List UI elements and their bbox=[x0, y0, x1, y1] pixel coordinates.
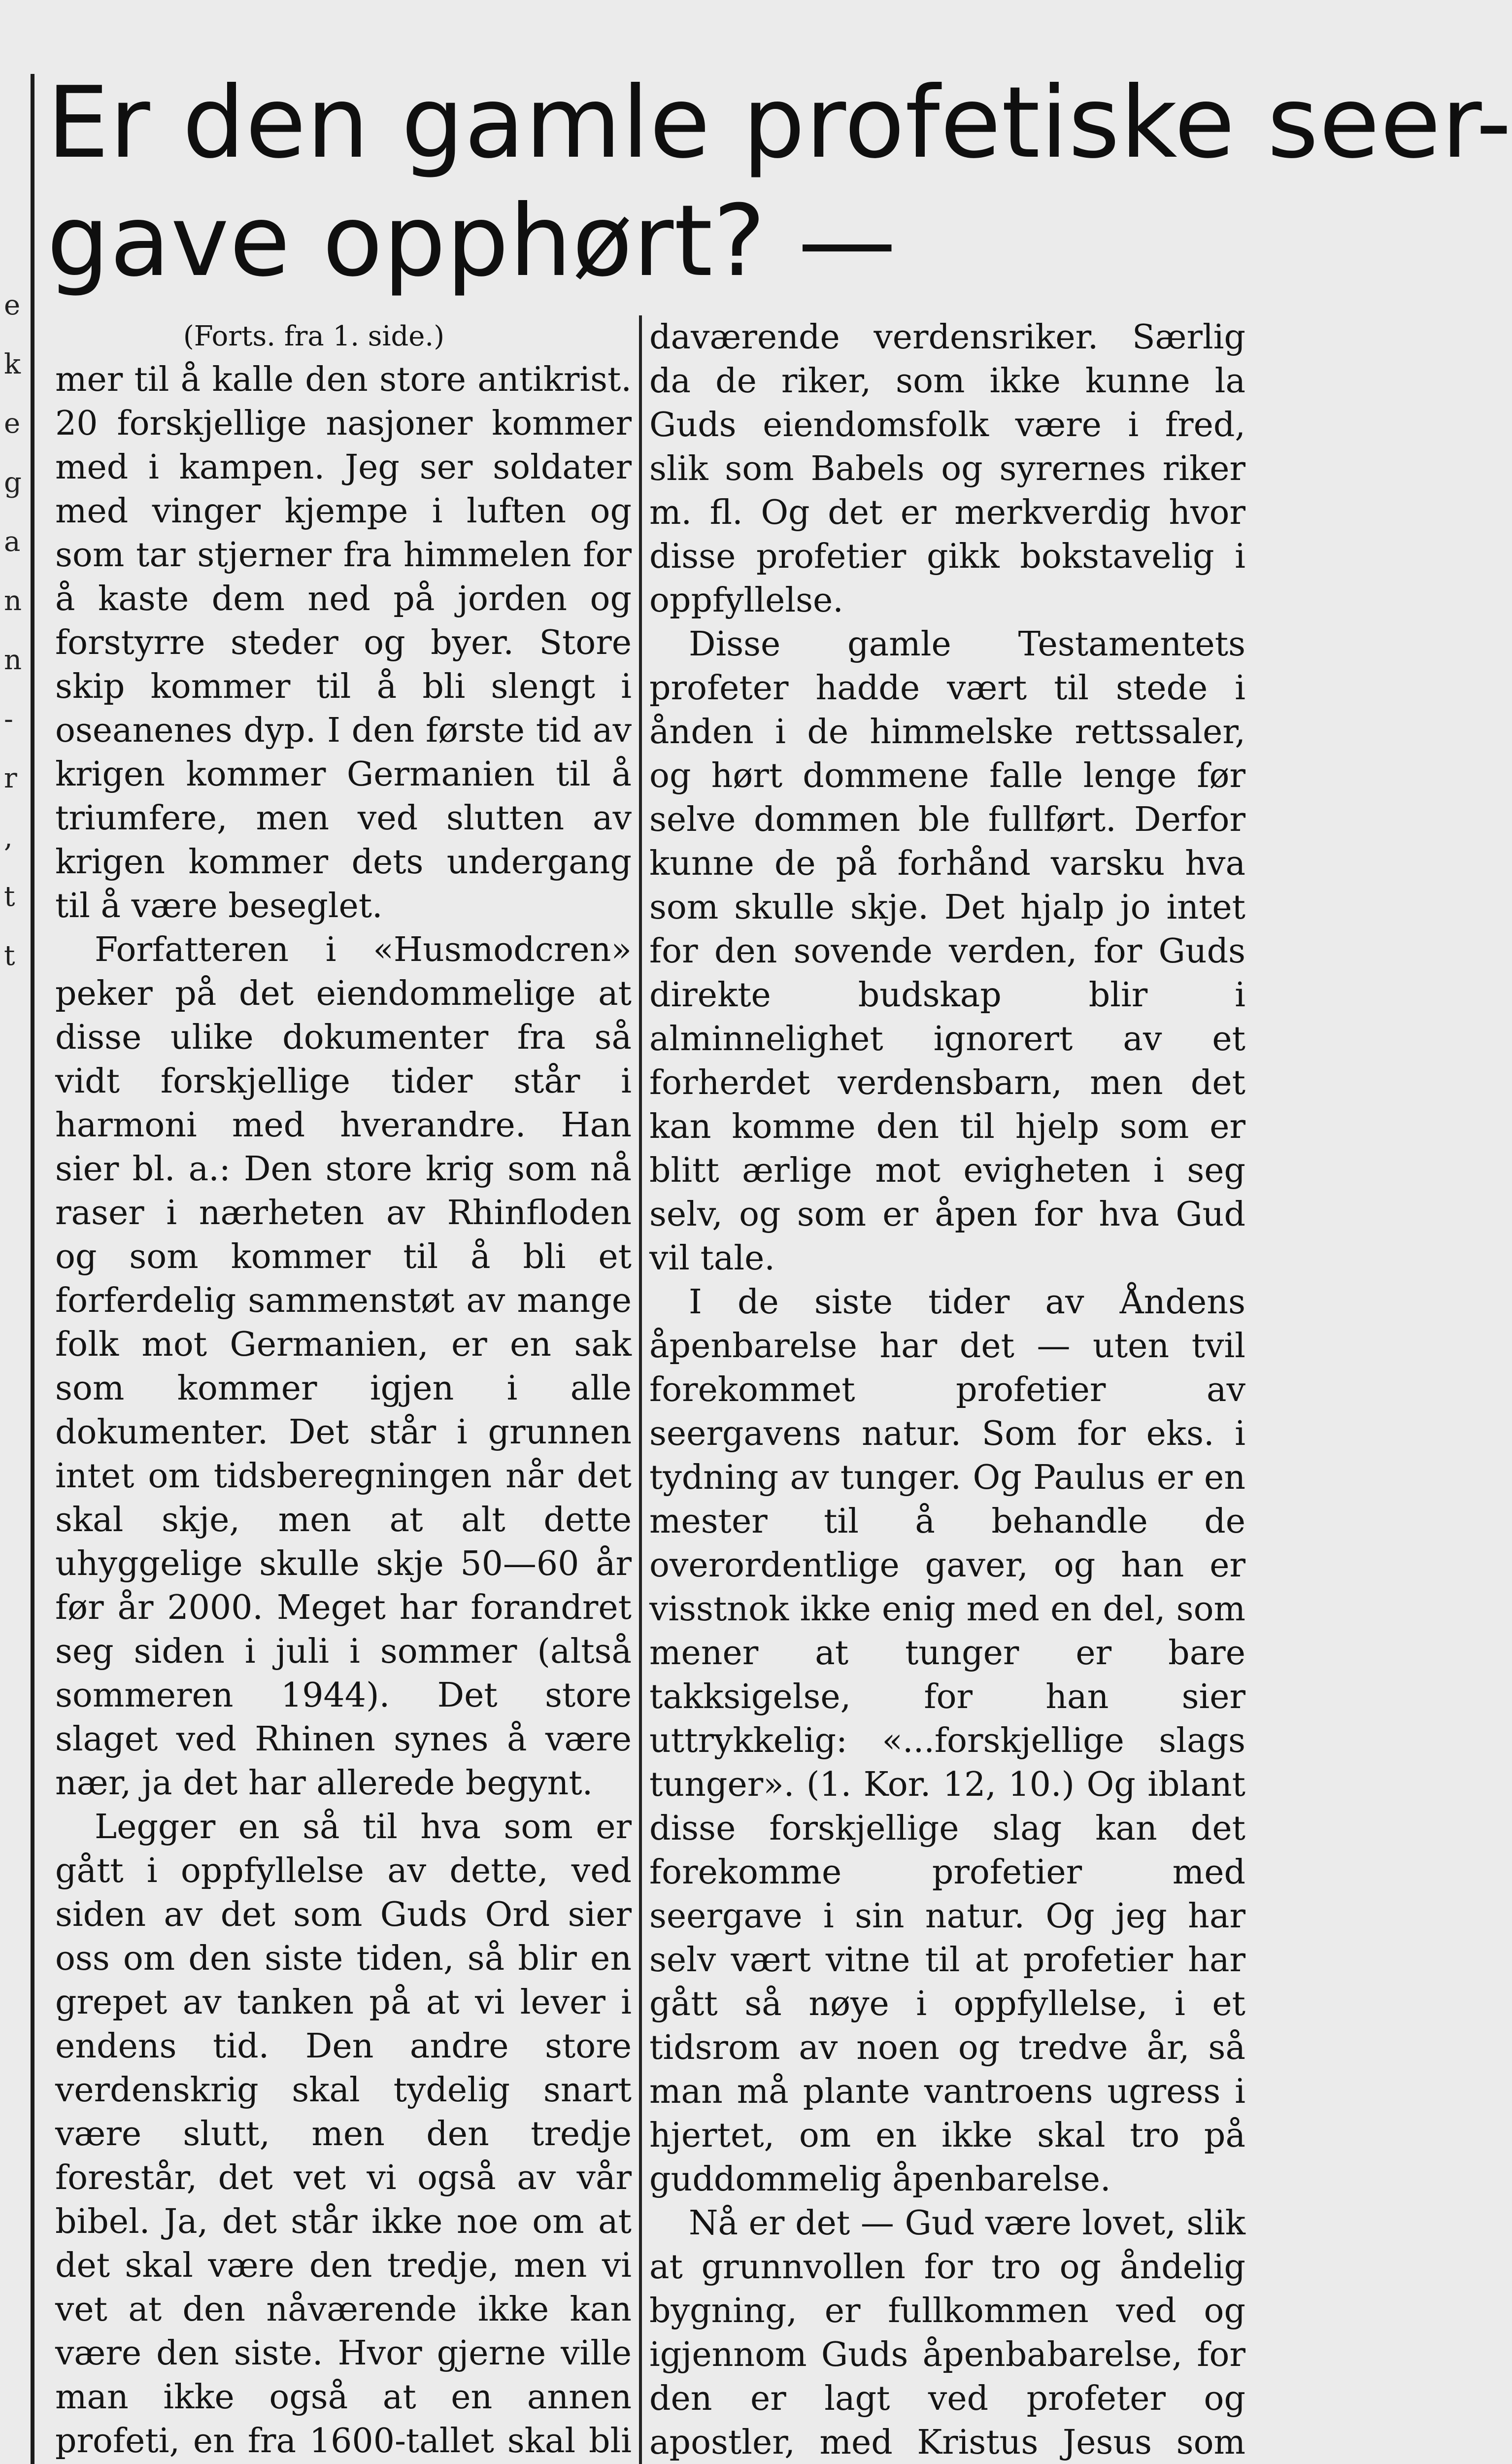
edge-letter: a bbox=[4, 526, 21, 558]
edge-letter: n bbox=[4, 644, 22, 676]
paragraph: mer til å kalle den store antikrist. 20 forskjellige nasjoner kommer med i kampen. Jeg ser soldater med vinger kjempe i luften og som tar stjerner fra himmelen for å kaste dem ned på jorden og forstyrre steder og byer. Store skip kommer til å bli slengt i oseanenes dyp. I den første tid av krigen kommer Germanien til å triumfere, men ved slutten av krigen kommer dets undergang til å være beseglet. bbox=[55, 360, 632, 925]
edge-letter: k bbox=[4, 348, 21, 380]
paragraph: Forfatteren i «Husmodcren» peker på det eiendommelige at disse ulike dokumenter fra så vidt forskjellige tider står i harmoni med hverandre. Han sier bl. a.: Den store krig som nå raser i nærheten av Rhinfloden og som kommer til å bli et forferdelig sammenstøt av mange folk mot Germanien, er en sak som kommer igjen i alle dokumenter. Det står i grunnen intet om tidsberegningen når det skal skje, men at alt dette uhyggelige skulle skje 50—60 år før år 2000. Meget har forandret seg siden i juli i sommer (altså sommeren 1944). Det store slaget ved Rhinen synes å være nær, ja det har allerede begynt. bbox=[55, 930, 632, 1803]
edge-letter: n bbox=[4, 585, 22, 617]
edge-letter: g bbox=[4, 467, 22, 499]
adjacent-column-fragment bbox=[0, 276, 30, 2464]
left-column-rule bbox=[31, 74, 34, 2464]
edge-letter: t bbox=[4, 940, 15, 972]
edge-letter: r bbox=[4, 762, 17, 794]
paragraph: I de siste tider av Åndens åpenbarelse har det — uten tvil forekommet profetier av seergavens natur. Som for eks. i tydning av tunger. Og Paulus er en mester til å behandle de overordentlige gaver, og han er visstnok ikke enig med en del, som mener at tunger er bare takksigelse, for han sier uttrykkelig: «...forskjellige slags tunger». (1. Kor. 12, 10.) Og iblant disse forskjellige slag kan det forekomme profetier med seergave i sin natur. Og jeg har selv vært vitne til at profetier har gått så nøye i oppfyllelse, i et tidsrom av noen og tredve år, så man må plante vantroens ugress i hjertet, om en ikke skal tro på guddommelig åpenbarelse. bbox=[649, 1283, 1245, 2199]
headline-line-2: gave opphørt? — bbox=[47, 184, 897, 299]
edge-letter: , bbox=[4, 821, 13, 854]
edge-letter: e bbox=[4, 408, 21, 440]
article-column-1 bbox=[55, 315, 632, 2464]
column-divider bbox=[639, 315, 642, 2464]
edge-letter: e bbox=[4, 289, 21, 321]
paragraph: Disse gamle Testamentets profeter hadde vært til stede i ånden i de himmelske rettssaler, og hørt dommene falle lenge før selve dommen ble fullført. Derfor kunne de på forhånd varsku hva som skulle skje. Det hjalp jo intet for den sovende verden, for Guds direkte budskap blir i alminnelighet ignorert av et forherdet verdensbarn, men det kan komme den til hjelp som er blitt ærlige mot evigheten i seg selv, og som er åpen for hva Gud vil tale. bbox=[649, 625, 1245, 1278]
article-column-2 bbox=[649, 315, 1245, 2464]
paragraph: daværende verdensriker. Særlig da de riker, som ikke kunne la Guds eiendomsfolk være i fred, slik som Babels og syrernes riker m. fl. Og det er merkverdig hvor disse profetier gikk bokstavelig i oppfyllelse. bbox=[649, 318, 1245, 620]
paragraph: Nå er det — Gud være lovet, slik at grunnvollen for tro og åndelig bygning, er fullkommen ved og igjennom Guds åpenbabarelse, for den er lagt ved profeter og apostler, med Kristus Jesus som bbox=[649, 2204, 1245, 2462]
edge-letter: - bbox=[4, 703, 13, 735]
article-headline bbox=[47, 64, 1512, 301]
continued-note: (Forts. fra 1. side.) bbox=[183, 320, 445, 352]
headline-line-1: Er den gamle profetiske seer- bbox=[47, 66, 1512, 180]
edge-letter: t bbox=[4, 881, 15, 913]
paragraph: Legger en så til hva som er gått i oppfyllelse av dette, ved siden av det som Guds Ord sier oss om den siste tiden, så blir en grepet av tanken på at vi lever i endens tid. Den andre store verdenskrig skal tydelig snart være slutt, men den tredje forestår, det vet vi også av vår bibel. Ja, det står ikke noe om at det skal være den tredje, men vi vet at den nåværende ikke kan være den siste. Hvor gjerne ville man ikke også at en annen profeti, en fra 1600-tallet skal bli bbox=[55, 1808, 632, 2461]
